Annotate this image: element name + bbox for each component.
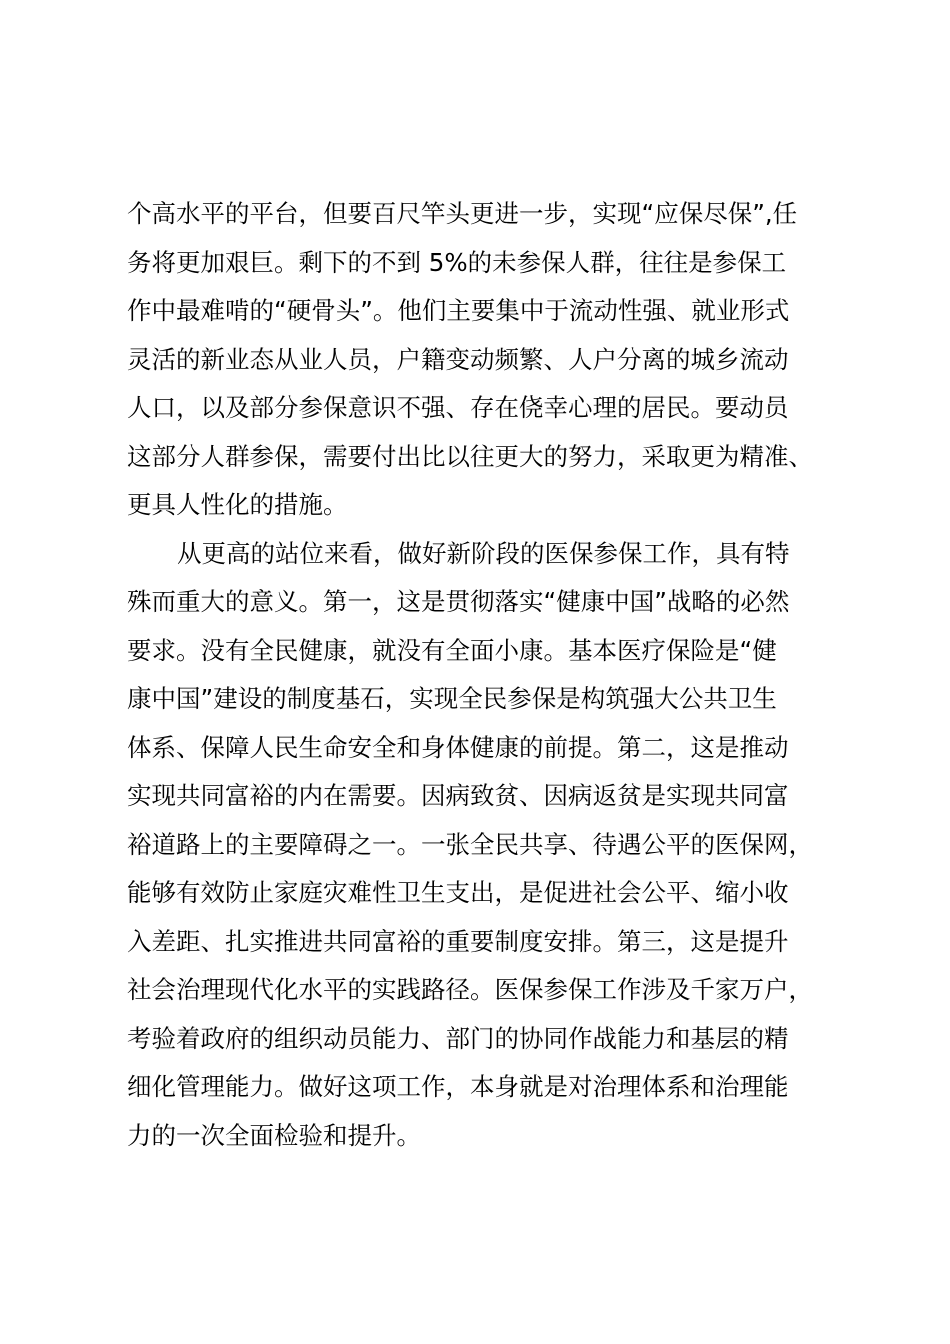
text-line: 人口，以及部分参保意识不强、存在侥幸心理的居民。要动员 <box>127 393 789 422</box>
text-line: 能够有效防止家庭灾难性卫生支出，是促进社会公平、缩小收 <box>127 878 789 907</box>
text-line: 个高水平的平台，但要百尺竿头更进一步，实现“应保尽保”,任 <box>127 199 798 228</box>
text-line: 入差距、扎实推进共同富裕的重要制度安排。第三，这是提升 <box>127 926 789 956</box>
text-line: 这部分人群参保，需要付出比以往更大的努力，采取更为精准、 <box>127 441 813 471</box>
text-line: 社会治理现代化水平的实践路径。医保参保工作涉及千家万户， <box>127 975 813 1004</box>
document-body <box>127 190 847 1160</box>
text-line: 务将更加艰巨。剩下的不到 5%的未参保人群，往往是参保工 <box>127 247 787 277</box>
paragraph-first-line: 从更高的站位来看，做好新阶段的医保参保工作，具有特 <box>177 538 790 568</box>
text-line: 细化管理能力。做好这项工作，本身就是对治理体系和治理能 <box>127 1072 789 1101</box>
text-line: 殊而重大的意义。第一，这是贯彻落实“健康中国”战略的必然 <box>127 587 790 616</box>
text-line: 裕道路上的主要障碍之一。一张全民共享、待遇公平的医保网， <box>127 829 813 859</box>
text-line: 要求。没有全民健康，就没有全面小康。基本医疗保险是“健 <box>127 635 777 665</box>
text-line: 更具人性化的措施。 <box>127 490 348 519</box>
text-line: 康中国”建设的制度基石，实现全民参保是构筑强大公共卫生 <box>127 684 777 713</box>
text-line: 考验着政府的组织动员能力、部门的协同作战能力和基层的精 <box>127 1023 789 1053</box>
text-line: 灵活的新业态从业人员，户籍变动频繁、人户分离的城乡流动 <box>127 344 789 374</box>
text-line: 实现共同富裕的内在需要。因病致贫、因病返贫是实现共同富 <box>127 781 789 810</box>
text-line: 力的一次全面检验和提升。 <box>127 1120 421 1150</box>
text-line: 体系、保障人民生命安全和身体健康的前提。第二，这是推动 <box>127 732 789 762</box>
text-line: 作中最难啃的“硬骨头”。他们主要集中于流动性强、就业形式 <box>127 296 790 325</box>
